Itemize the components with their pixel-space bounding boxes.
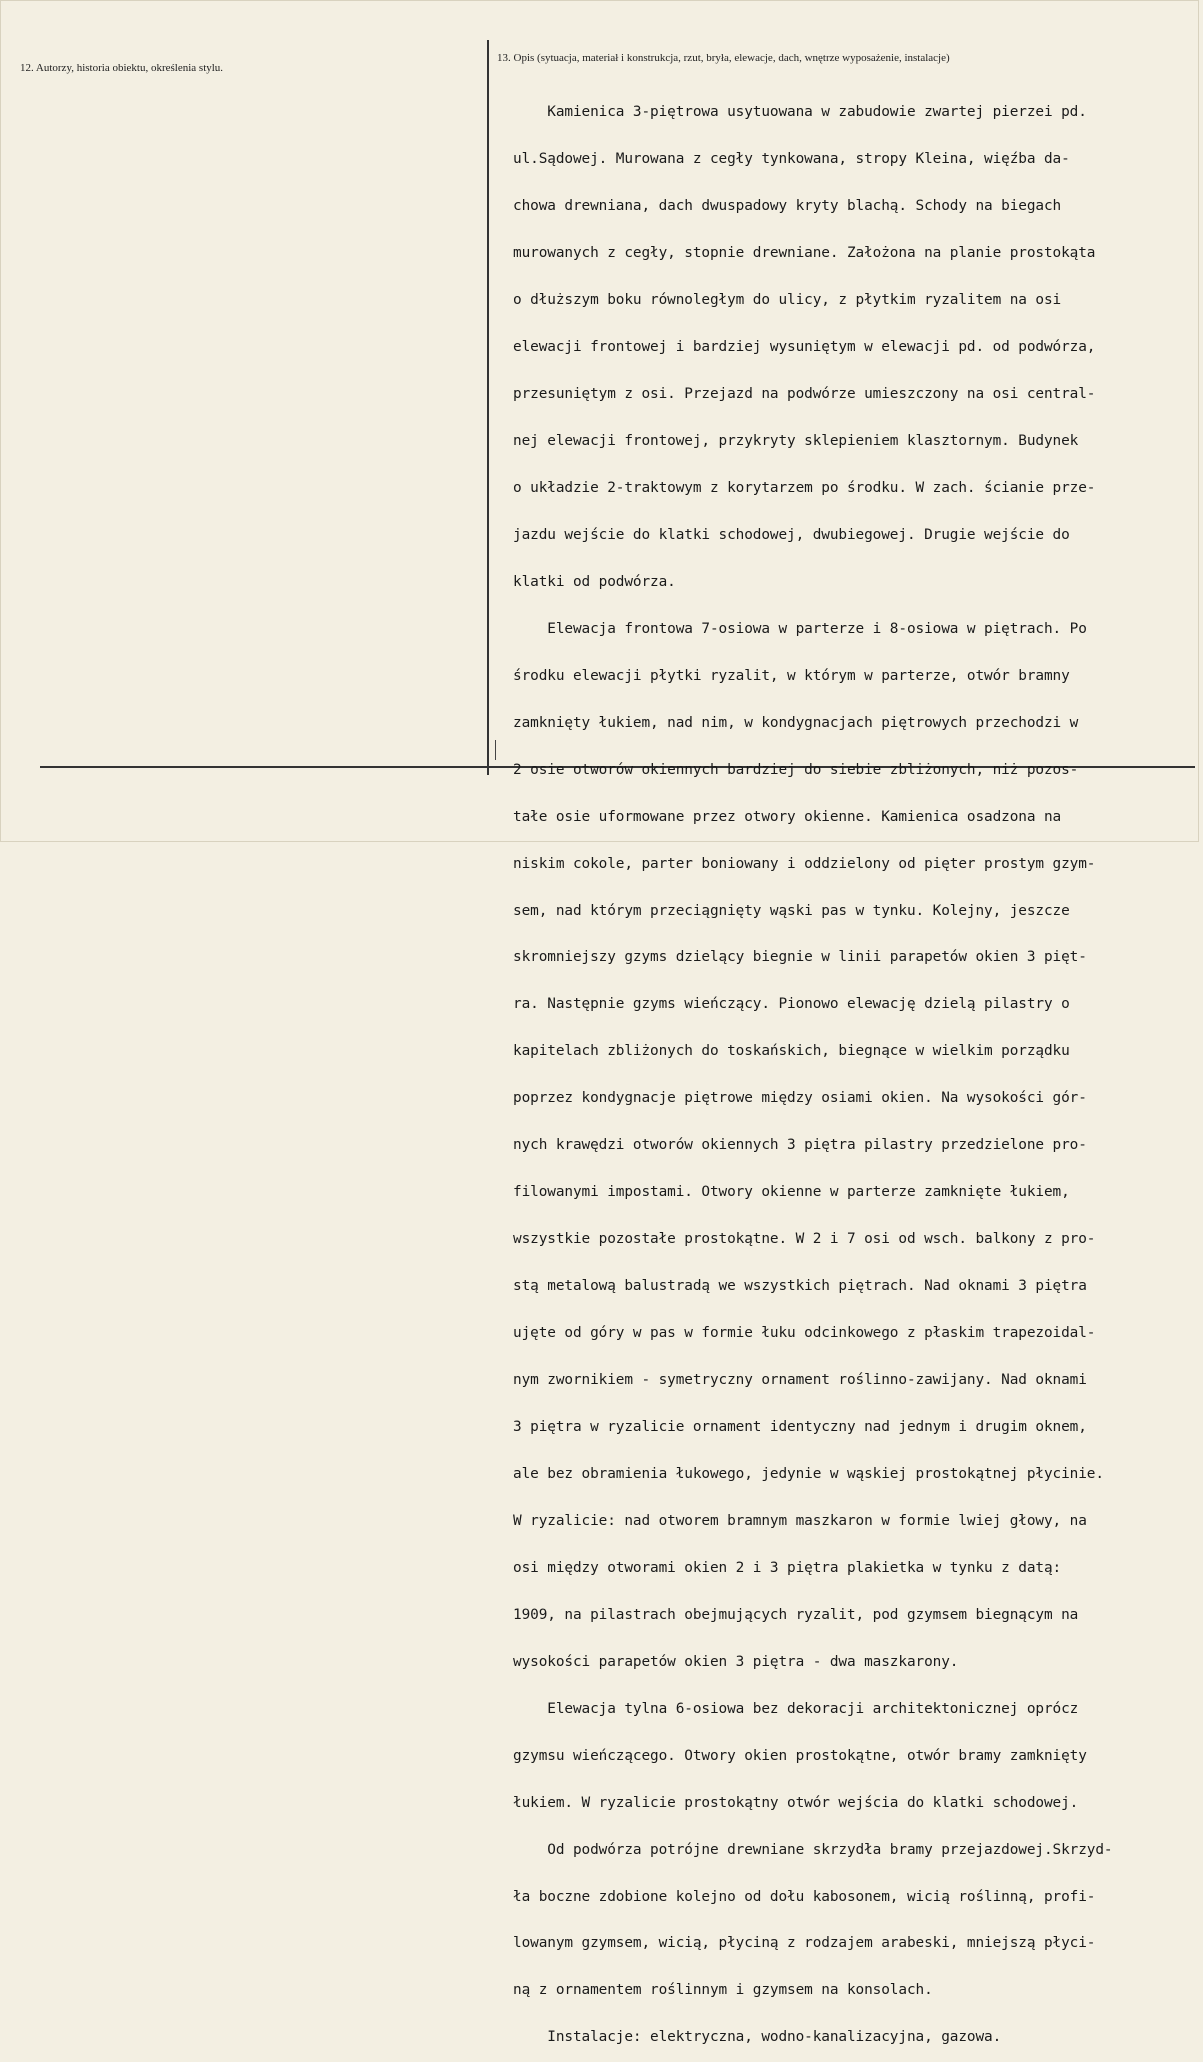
text-line: skromniejszy gzyms dzielący biegnie w linii parapetów okien 3 pięt- [513, 949, 1087, 966]
text-line: wysokości parapetów okien 3 piętra - dwa maszkarony. [513, 1653, 959, 1670]
text-line: jazdu wejście do klatki schodowej, dwubiegowej. Drugie wejście do [513, 526, 1070, 543]
margin-mark [495, 740, 496, 760]
text-line: gzymsu wieńczącego. Otwory okien prostokątne, otwór bramy zamknięty [513, 1747, 1087, 1764]
text-line: kapitelach zbliżonych do toskańskich, biegnące w wielkim porządku [513, 1043, 1070, 1060]
text-line: tałe osie uformowane przez otwory okienne. Kamienica osadzona na [513, 808, 1062, 825]
text-line: o układzie 2-traktowym z korytarzem po środku. W zach. ścianie prze- [513, 479, 1096, 496]
text-line: 2 osie otworów okiennych bardziej do siebie zbliżonych, niż pozos- [513, 761, 1079, 778]
text-line: środku elewacji płytki ryzalit, w którym w parterze, otwór bramny [513, 667, 1070, 684]
text-line: lowanym gzymsem, wicią, płyciną z rodzajem arabeski, mniejszą płyci- [513, 1935, 1096, 1952]
text-line: chowa drewniana, dach dwuspadowy kryty blachą. Schody na biegach [513, 198, 1062, 215]
section-13-heading: 13. Opis (sytuacja, materiał i konstrukcja, rzut, bryła, elewacje, dach, wnętrze wyposażenie, instalacje) [497, 52, 950, 64]
text-line: nym zwornikiem - symetryczny ornament roślinno-zawijany. Nad oknami [513, 1372, 1087, 1389]
text-line: niskim cokole, parter boniowany i oddzielony od pięter prostym gzym- [513, 855, 1096, 872]
text-line: przesuniętym z osi. Przejazd na podwórze umieszczony na osi central- [513, 386, 1096, 403]
text-line: 1909, na pilastrach obejmujących ryzalit, pod gzymsem biegnącym na [513, 1606, 1079, 1623]
text-line: W ryzalicie: nad otworem bramnym maszkaron w formie lwiej głowy, na [513, 1512, 1087, 1529]
text-line: ra. Następnie gzyms wieńczący. Pionowo elewację dzielą pilastry o [513, 996, 1070, 1013]
text-line: łukiem. W ryzalicie prostokątny otwór wejścia do klatki schodowej. [513, 1794, 1079, 1811]
text-line: Kamienica 3-piętrowa usytuowana w zabudowie zwartej pierzei pd. [513, 104, 1087, 121]
section-12-heading: 12. Autorzy, historia obiektu, określenia stylu. [20, 62, 224, 74]
text-line: nej elewacji frontowej, przykryty sklepieniem klasztornym. Budynek [513, 432, 1079, 449]
text-line: nych krawędzi otworów okiennych 3 piętra pilastry przedzielone pro- [513, 1137, 1087, 1154]
text-line: stą metalową balustradą we wszystkich piętrach. Nad oknami 3 piętra [513, 1278, 1087, 1295]
text-line: ną z ornamentem roślinnym i gzymsem na konsolach. [513, 1982, 933, 1999]
text-line: filowanymi impostami. Otwory okienne w parterze zamknięte łukiem, [513, 1184, 1070, 1201]
text-line: o dłuższym boku równoległym do ulicy, z płytkim ryzalitem na osi [513, 292, 1062, 309]
text-line: wszystkie pozostałe prostokątne. W 2 i 7 osi od wsch. balkony z pro- [513, 1231, 1096, 1248]
text-line: ujęte od góry w pas w formie łuku odcinkowego z płaskim trapezoidal- [513, 1325, 1096, 1342]
text-line: Instalacje: elektryczna, wodno-kanalizacyjna, gazowa. [513, 2029, 1002, 2046]
text-line: osi między otworami okien 2 i 3 piętra plakietka w tynku z datą: [513, 1559, 1062, 1576]
text-line: murowanych z cegły, stopnie drewniane. Założona na planie prostokąta [513, 245, 1096, 262]
text-line: ła boczne zdobione kolejno od dołu kabosonem, wicią roślinną, profi- [513, 1888, 1096, 1905]
text-line: zamknięty łukiem, nad nim, w kondygnacjach piętrowych przechodzi w [513, 714, 1079, 731]
text-line: ale bez obramienia łukowego, jedynie w wąskiej prostokątnej płycinie. [513, 1465, 1104, 1482]
description-text [513, 74, 1203, 2062]
text-line: Od podwórza potrójne drewniane skrzydła bramy przejazdowej.Skrzyd- [513, 1841, 1113, 1858]
column-divider [487, 40, 489, 775]
text-line: ul.Sądowej. Murowana z cegły tynkowana, stropy Kleina, więźba da- [513, 151, 1070, 168]
text-line: poprzez kondygnacje piętrowe między osiami okien. Na wysokości gór- [513, 1090, 1087, 1107]
text-line: 3 piętra w ryzalicie ornament identyczny nad jednym i drugim oknem, [513, 1419, 1087, 1435]
text-line: elewacji frontowej i bardziej wysuniętym w elewacji pd. od podwórza, [513, 339, 1096, 356]
text-line: Elewacja tylna 6-osiowa bez dekoracji architektonicznej oprócz [513, 1700, 1079, 1717]
text-line: sem, nad którym przeciągnięty wąski pas w tynku. Kolejny, jeszcze [513, 902, 1070, 919]
text-line: klatki od podwórza. [513, 573, 676, 590]
text-line: Elewacja frontowa 7-osiowa w parterze i 8-osiowa w piętrach. Po [513, 620, 1087, 637]
